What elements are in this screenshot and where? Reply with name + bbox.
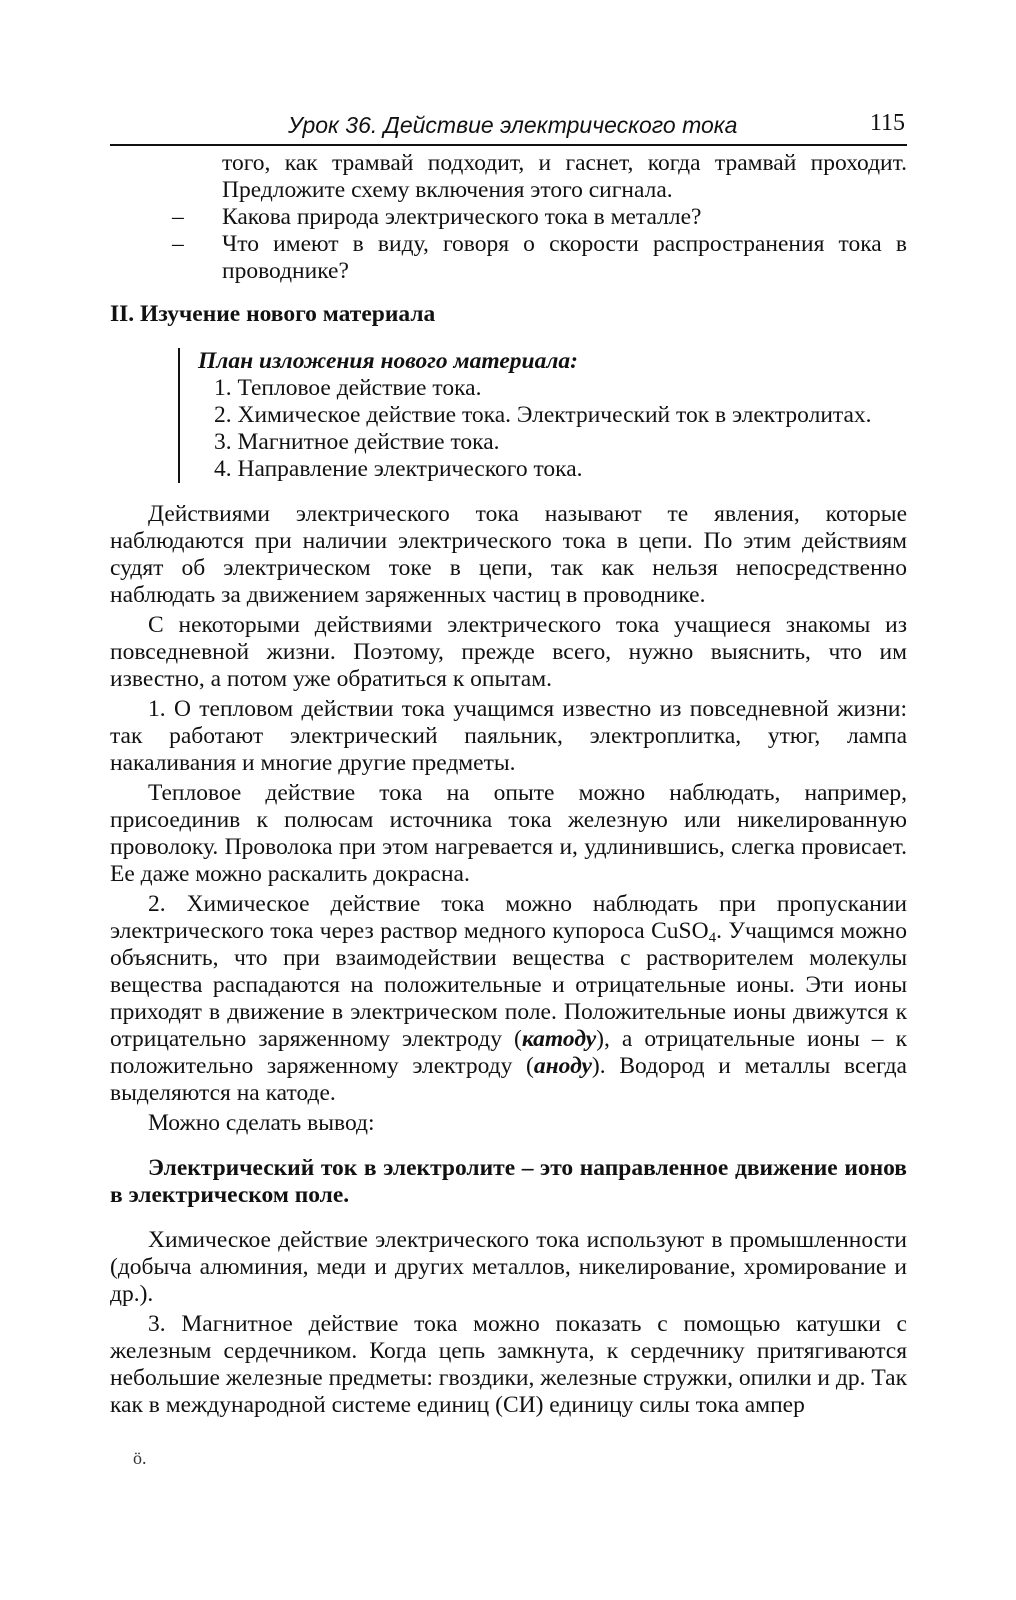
plan-item: 4. Направление электрического тока.	[214, 456, 583, 482]
definition-rule: Электрический ток в электролите – это направленное движение ионов в электрическом поле.	[110, 1155, 907, 1208]
header-title: Урок 36. Действие электрического тока	[288, 112, 738, 138]
text-run: 2. Химическое действие тока можно наблюдать при пропускании электрического тока через раствор медного купороса CuSO	[110, 891, 907, 944]
footer-mark: ö.	[133, 1448, 147, 1468]
paragraph: 1. О тепловом действии тока учащимся известно из повседневной жизни: так работают электрический паяльник, электроплитка, утюг, лампа накаливания и многие другие предметы.	[110, 696, 907, 776]
lesson-plan-box	[178, 348, 907, 483]
question-text: Что имеют в виду, говоря о скорости распространения тока в проводнике?	[222, 231, 907, 284]
question-item	[110, 231, 907, 285]
paragraph: Действиями электрического тока называют те явления, которые наблюдаются при наличии электрического тока в цепи. По этим действиям судят об электрическом токе в цепи, так как нельзя непосредственно наблюдать за движением заряженных частиц в проводнике.	[110, 501, 907, 608]
page-body	[110, 150, 907, 1419]
paragraph: Тепловое действие тока на опыте можно наблюдать, например, присоединив к полюсам источника тока железную или никелированную проволоку. Проволока при этом нагревается и, удлинившись, слегка провисает. Ее даже можно раскалить докрасна.	[110, 780, 907, 887]
question-list	[110, 150, 907, 285]
term-cathode: катоду	[521, 1026, 597, 1052]
paragraph-chemical	[110, 891, 907, 1107]
question-item	[110, 204, 907, 231]
list-dash: –	[172, 204, 184, 230]
plan-title: План изложения нового материала:	[198, 348, 578, 374]
text-run: ), а отрицательные ионы – к положительно заряженному электроду (	[110, 1026, 907, 1079]
question-text: Какова природа электрического тока в металле?	[222, 204, 702, 230]
plan-item: 3. Магнитное действие тока.	[214, 429, 500, 455]
paragraph: Химическое действие электрического тока используют в промышленности (добыча алюминия, меди и других металлов, никелирование, хромирование и др.).	[110, 1227, 907, 1307]
plan-item: 2. Химическое действие тока. Электрический ток в электролитах.	[214, 402, 872, 428]
text-run: . Учащимся можно объяснить, что при взаимодействии вещества с растворителем молекулы вещества распадаются на положительные и отрицательные ионы. Эти ионы приходят в движение в электрическом поле. Положительные ионы движутся к отрицательно заряженному электроду (	[110, 918, 907, 1052]
subscript: 4	[708, 930, 717, 946]
text-run: ). Водород и металлы всегда выделяются на катоде.	[110, 1053, 907, 1106]
list-dash: –	[172, 231, 184, 257]
running-header	[110, 108, 907, 146]
paragraph: Можно сделать вывод:	[148, 1110, 375, 1136]
plan-item: 1. Тепловое действие тока.	[214, 375, 482, 401]
plan-list	[198, 375, 907, 483]
question-continuation: того, как трамвай подходит, и гаснет, когда трамвай проходит. Предложите схему включения этого сигнала.	[222, 150, 907, 203]
term-anode: аноду	[533, 1053, 592, 1079]
paragraph: 3. Магнитное действие тока можно показать с помощью катушки с железным сердечником. Когда цепь замкнута, к сердечнику притягиваются небольшие железные предметы: гвоздики, железные стружки, опилки и др. Так как в международной системе единиц (СИ) единицу силы тока ампер	[110, 1311, 907, 1418]
paragraph: С некоторыми действиями электрического тока учащиеся знакомы из повседневной жизни. Поэтому, прежде всего, нужно выяснить, что им известно, а потом уже обратиться к опытам.	[110, 612, 907, 692]
page-number: 115	[869, 110, 905, 136]
section-heading: II. Изучение нового материала	[110, 301, 436, 327]
